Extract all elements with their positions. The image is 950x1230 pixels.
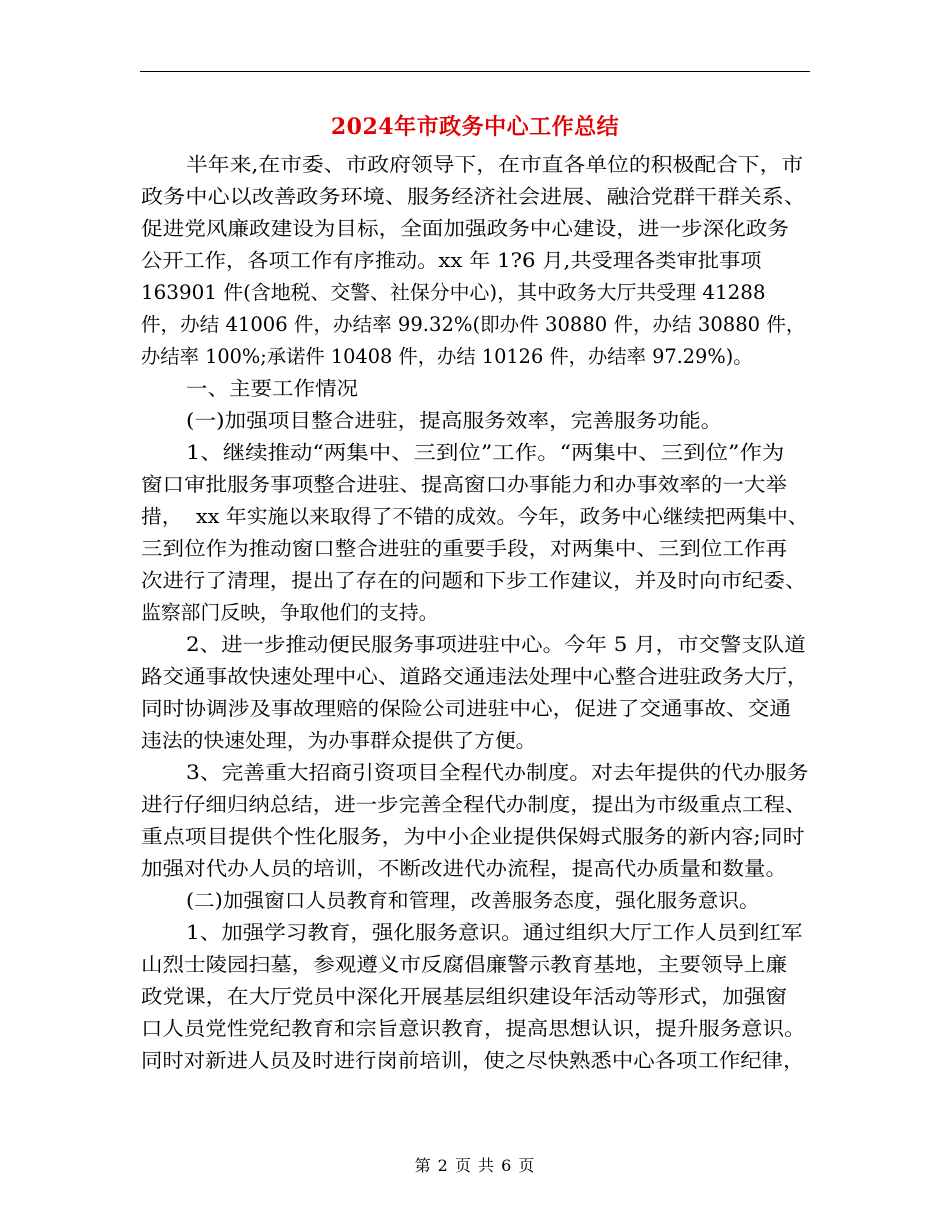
page-number: 第 2 页 共 6 页 (414, 1156, 536, 1175)
body-line: 2、进一步推动便民服务事项进驻中心。今年 5 月，市交警支队道 (186, 633, 806, 656)
body-line: 窗口审批服务事项整合进驻、提高窗口办事能力和办事效率的一大举 (141, 473, 788, 496)
body-line: 加强对代办人员的培训，不断改进代办流程，提高代办质量和数量。 (141, 857, 788, 880)
document-title: 2024年市政务中心工作总结 (330, 114, 620, 140)
body-line: (二)加强窗口人员教育和管理，改善服务态度，强化服务意识。 (186, 889, 760, 912)
body-line: 公开工作，各项工作有序推动。xx 年 1?6 月,共受理各类审批事项 (141, 249, 762, 272)
body-line: (一)加强项目整合进驻，提高服务效率，完善服务功能。 (186, 409, 723, 432)
body-line: 监察部门反映，争取他们的支持。 (141, 601, 439, 624)
body-line: 政党课，在大厅党员中深化开展基层组织建设年活动等形式，加强窗 (141, 985, 788, 1008)
body-line: 路交通事故快速处理中心、道路交通违法处理中心整合进驻政务大厅， (141, 665, 809, 688)
body-line: 重点项目提供个性化服务，为中小企业提供保姆式服务的新内容;同时 (141, 825, 805, 848)
body-line: 1、继续推动“两集中、三到位”工作。“两集中、三到位”作为 (186, 441, 785, 464)
body-line: 山烈士陵园扫墓，参观遵义市反腐倡廉警示教育基地，主要领导上廉 (141, 953, 788, 976)
body-line: 政务中心以改善政务环境、服务经济社会进展、融洽党群干群关系、 (141, 185, 807, 208)
body-line: 同时协调涉及事故理赔的保险公司进驻中心，促进了交通事故、交通 (141, 697, 792, 720)
body-line: 半年来,在市委、市政府领导下，在市直各单位的积极配合下，市 (186, 153, 804, 176)
body-line: 一、主要工作情况 (186, 377, 359, 400)
body-line: 件，办结 41006 件，办结率 99.32%(即办件 30880 件，办结 30880 件， (141, 313, 806, 336)
body-line: 办结率 100%;承诺件 10408 件，办结 10126 件，办结率 97.29%)。 (141, 345, 753, 368)
body-line: 促进党风廉政建设为目标，全面加强政务中心建设，进一步深化政务 (141, 217, 790, 240)
body-line: 进行仔细归纳总结，进一步完善全程代办制度，提出为市级重点工程、 (141, 793, 807, 816)
body-line: 163901 件(含地税、交警、社保分中心)，其中政务大厅共受理 41288 (141, 281, 766, 304)
body-line: 违法的快速处理，为办事群众提供了方便。 (141, 729, 537, 752)
body-line: 同时对新进人员及时进行岗前培训，使之尽快熟悉中心各项工作纪律， (141, 1049, 805, 1072)
body-line: 口人员党性党纪教育和宗旨意识教育，提高思想认识，提升服务意识。 (141, 1017, 806, 1040)
body-line: 3、完善重大招商引资项目全程代办制度。对去年提供的代办服务 (186, 761, 809, 784)
body-line: 措， xx 年实施以来取得了不错的成效。今年，政务中心继续把两集中、 (141, 505, 809, 528)
body-line: 三到位作为推动窗口整合进驻的重要手段，对两集中、三到位工作再 (141, 537, 788, 560)
body-line: 1、加强学习教育，强化服务意识。通过组织大厅工作人员到红军 (186, 921, 803, 944)
body-line: 次进行了清理，提出了存在的问题和下步工作建议，并及时向市纪委、 (141, 569, 807, 592)
